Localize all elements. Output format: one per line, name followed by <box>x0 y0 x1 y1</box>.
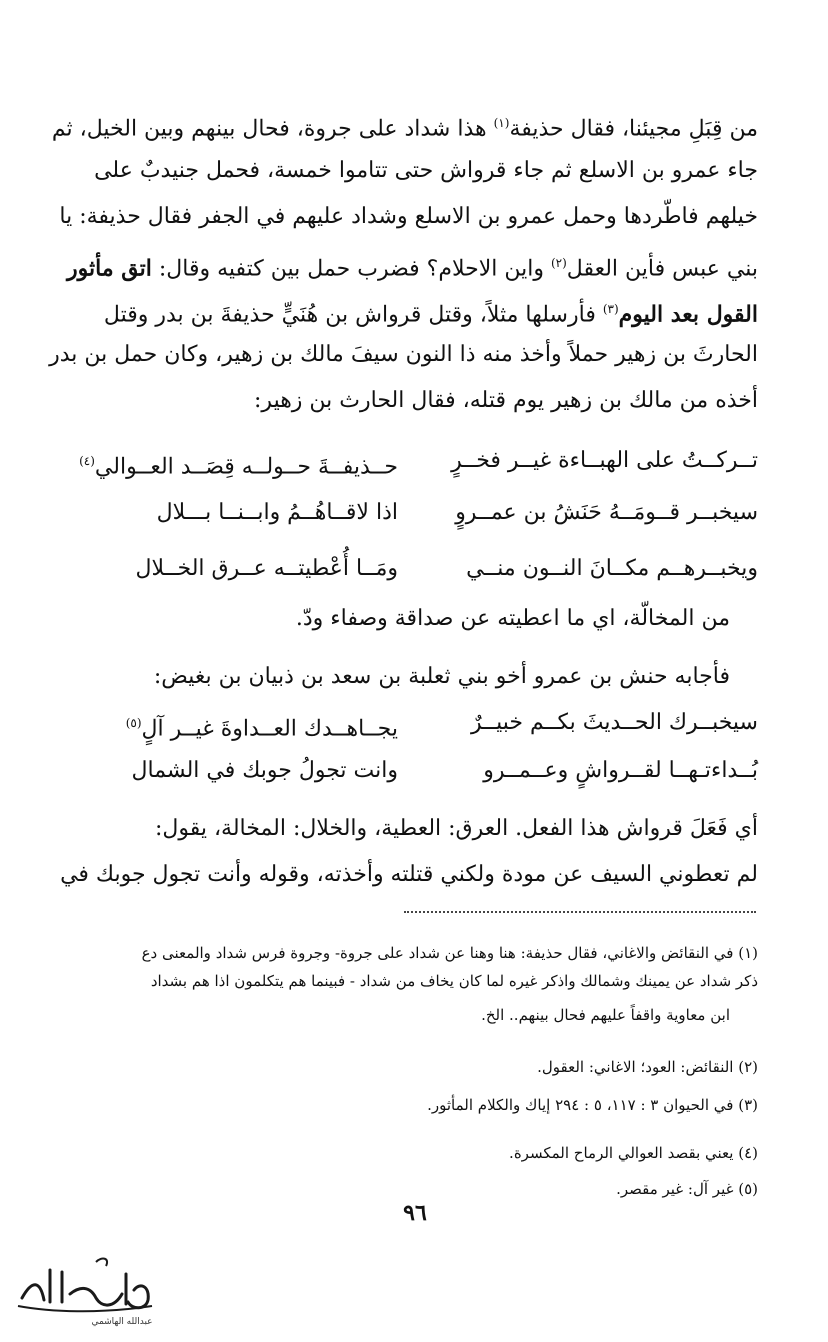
reply-intro: فأجابه حنش بن عمرو أخو بني ثعلبة بن سعد بن ذبيان بن بغيض: <box>153 664 730 689</box>
page-number: ٩٦ <box>403 1200 427 1226</box>
poem2-verse1-second-text: يجــاهــدك العــداوةَ غيــر آلٍ <box>141 716 398 742</box>
footnote-3: (٣) في الحيوان ٣ : ١١٧، ٥ : ٢٩٤ إياك والكلام المأثور. <box>427 1096 758 1114</box>
poem2-verse2-first-hemistich: بُــداءتـهــا لقــرواشٍ وعــمــرو <box>483 758 758 783</box>
body-line-2: جاء عمرو بن الاسلع ثم جاء قرواش حتى تتاموا خمسة، فحمل جنيدبٌ على <box>94 158 758 183</box>
poem1-verse1-second-text: حــذيفــةَ حــولــه قِصَــد العــوالي <box>94 454 398 480</box>
body-line-1-text: من قِبَلِ مجيئنا، فقال حذيفة <box>509 116 758 142</box>
footnote-5: (٥) غير آل: غير مقصر. <box>616 1180 758 1198</box>
poem1-verse1-second-hemistich <box>79 446 398 482</box>
body-line-4-tail: واين الاحلام؟ فضرب حمل بين كتفيه وقال: <box>151 256 551 282</box>
poem1-verse2-second-hemistich: اذا لاقــاهُــمُ وابــنــا بـــلال <box>156 500 398 525</box>
poem1-verse2-first-hemistich: سيخبــر قــومَــهُ حَنَشُ بن عمــروٍ <box>455 500 758 525</box>
footnote-ref-4: (٤) <box>79 454 95 468</box>
footnote-ref-1: (١) <box>493 116 510 130</box>
footnote-ref-3: (٣) <box>602 302 619 316</box>
footnote-4: (٤) يعني بقصد العوالي الرماح المكسرة. <box>509 1144 758 1162</box>
footnote-ref-2: (٢) <box>550 256 567 270</box>
footnote-1-line-1: (١) في النقائض والاغاني، فقال حذيفة: هنا وهنا عن شداد على جروة- وجروة فرس شداد والمعنى دع <box>141 944 758 962</box>
svg-text:عبدالله الهاشمي: عبدالله الهاشمي <box>91 1317 153 1327</box>
poem1-verse3-second-hemistich: ومَــا أُعْطيتــه عــرق الخــلال <box>135 556 398 581</box>
body-line-5 <box>104 294 758 330</box>
body-line-5-tail: فأرسلها مثلاً، وقتل قرواش بن هُنَيٍّ حذيفةَ بن بدر وقتل <box>103 302 603 328</box>
footnote-2: (٢) النقائض: العود؛ الاغاني: العقول. <box>537 1058 758 1076</box>
uploader-logo <box>10 1250 160 1335</box>
body-line-4 <box>67 248 758 284</box>
proverb-bold-start: اتق مأثور <box>67 255 152 282</box>
poem1-verse3-first-hemistich: ويخبــرهــم مكــانَ النــون منــي <box>466 556 758 581</box>
poem2-verse1-second-hemistich <box>126 708 398 744</box>
poem2-verse2-second-hemistich: وانت تجولُ جوبك في الشمال <box>131 758 398 783</box>
body-line-3: خيلهم فاطّردها وحمل عمرو بن الاسلع وشداد عليهم في الجفر فقال حذيفة: يا <box>59 204 758 229</box>
poem1-gloss: من المخالّة، اي ما اعطيته عن صداقة وصفاء ودّ. <box>295 606 730 631</box>
poem1-verse1-first-hemistich: تــركــتُ على الهبــاءة غيــر فخــرٍ <box>451 448 758 473</box>
explanation-line-2: لم تعطوني السيف عن مودة ولكني قتلته وأخذته، وقوله وأنت تجول جوبك في <box>60 862 758 887</box>
body-line-4-text: بني عبس فأين العقل <box>566 256 758 282</box>
body-line-1-tail: هذا شداد على جروة، فحال بينهم وبين الخيل، ثم <box>51 116 494 142</box>
body-line-7: أخذه من مالك بن زهير يوم قتله، فقال الحارث بن زهير: <box>254 388 758 413</box>
body-line-6: الحارثَ بن زهير حملاً وأخذ منه ذا النون سيفَ مالك بن زهير، وكان حمل بن بدر <box>49 342 758 367</box>
footnote-1-line-2: ذكر شداد عن يمينك وشمالك واذكر غيره لما كان يخاف من شداد - فبينما هم يتكلمون اذا هم بشداد <box>150 972 758 990</box>
footnote-1-line-3: ابن معاوية واقفاً عليهم فحال بينهم.. الخ. <box>481 1006 730 1024</box>
explanation-line-1: أي فَعَلَ قرواش هذا الفعل. العرق: العطية، والخلال: المخالة، يقول: <box>154 816 758 841</box>
footnote-ref-5: (٥) <box>125 716 142 730</box>
proverb-bold-end: القول بعد اليوم <box>618 301 758 328</box>
poem2-verse1-first-hemistich: سيخبــرك الحــديثَ بكــم خبيــرٌ <box>471 710 758 735</box>
footnote-divider <box>404 911 756 913</box>
body-line-1 <box>52 108 758 144</box>
